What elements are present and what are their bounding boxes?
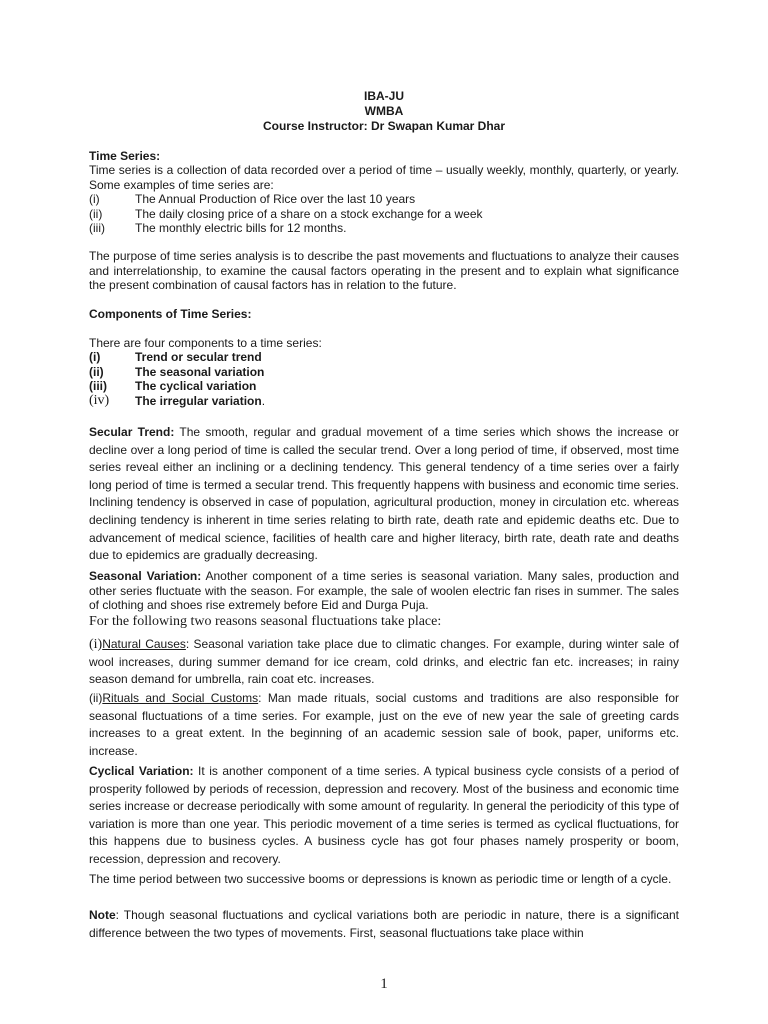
rituals-paragraph [89, 690, 679, 760]
components-list [89, 350, 679, 408]
list-item-number: (iv) [89, 392, 110, 408]
list-item-number: (i) [89, 350, 101, 364]
seasonal-variation-paragraph [89, 569, 679, 613]
components-heading: Components of Time Series: [89, 307, 252, 321]
list-item [89, 207, 679, 222]
list-item-number: (iii) [89, 221, 105, 236]
seasonal-reasons-heading: For the following two reasons seasonal fluctuations take place: [89, 614, 442, 629]
natural-causes-number: (i) [89, 637, 103, 652]
cyclical-variation-text: It is another component of a time series. A typical business cycle consists of a period of prosperity followed by periods of recession, depression and recovery. Most of the business and economic time series increase or decrease periodically with some amount of regularity. In general the periodicity of this type of variation is more than one year. This periodic movement of a time series is termed as cyclical fluctuations, for this happens due to business cycles. A business cycle has got four phases namely prosperity or boom, recession, depression and recovery. [89, 764, 679, 866]
list-item-text: The seasonal variation [135, 364, 265, 379]
header-institution: IBA-JU [363, 89, 404, 103]
secular-trend-paragraph [89, 424, 679, 565]
list-item-text: The monthly electric bills for 12 months. [135, 221, 347, 236]
list-item-text: Trend or secular trend [135, 350, 262, 364]
list-item [89, 365, 679, 380]
list-item-text: The cyclical variation [135, 379, 257, 394]
rituals-text: : Man made rituals, social customs and traditions are also responsible for seasonal fluctuations of a time series. For example, just on the eve of new year the sale of greeting cards increases to a great extent. In the beginning of an academic session sale of book, paper, uniforms etc. increase. [89, 691, 680, 758]
note-paragraph [89, 907, 679, 942]
list-item-number: (iii) [89, 379, 107, 394]
natural-causes-label: Natural Causes [102, 637, 186, 651]
examples-list [89, 192, 679, 236]
time-series-heading: Time Series: [89, 149, 161, 163]
header-program: WMBA [364, 104, 404, 118]
list-item-number: (ii) [89, 206, 103, 221]
seasonal-variation-label: Seasonal Variation: [89, 569, 202, 583]
rituals-label: Rituals and Social Customs [102, 691, 259, 705]
header-instructor: Course Instructor: Dr Swapan Kumar Dhar [262, 119, 506, 133]
list-item-text [135, 394, 679, 409]
natural-causes-text: : Seasonal variation take place due to climatic changes. For example, during winter sale of wool increases, during summer demand for ice cream, cold drinks, and electric fan etc. increases; in rainy season demand for umbrella, rain coat etc. increases. [89, 637, 679, 687]
list-item [89, 192, 679, 207]
list-item [89, 379, 679, 394]
list-item [89, 350, 679, 365]
list-item-text: The Annual Production of Rice over the last 10 years [135, 192, 416, 206]
list-item-text: The daily closing price of a share on a stock exchange for a week [135, 206, 483, 221]
secular-trend-text: The smooth, regular and gradual movement of a time series which shows the increase or decline over a long period of time is called the secular trend. Over a long period of time, if observed, most time series reveal either an inclining or a declining tendency. This general tendency of a time series over a fairly long period of time is termed a secular trend. This frequently happens with business and economic time series. Inclining tendency is observed in case of population, agricultural production, money in circulation etc. whereas declining tendency is inherent in time series relating to birth rate, death rate and epidemic deaths etc. Due to advancement of medical science, facilities of health care and higher literacy, birth rate, death rate and deaths due to epidemics are gradually decreasing. [89, 425, 679, 563]
page-number: 1 [380, 976, 388, 992]
cyclical-variation-paragraph [89, 763, 679, 869]
list-item [89, 221, 679, 236]
natural-causes-paragraph [89, 636, 679, 689]
note-text: : Though seasonal fluctuations and cyclical variations both are periodic in nature, there is a significant difference between the two types of movements. First, seasonal fluctuations take place within [89, 908, 679, 940]
cyclical-variation-label: Cyclical Variation: [89, 764, 194, 778]
time-series-intro: Time series is a collection of data recorded over a period of time – usually weekly, monthly, quarterly, or yearly. Some examples of time series are: [89, 163, 679, 192]
list-item-number: (ii) [89, 364, 104, 379]
rituals-number: (ii) [89, 691, 103, 705]
list-item-label: The irregular variation [135, 393, 262, 408]
list-item-number: (i) [89, 192, 100, 206]
components-intro: There are four components to a time series: [89, 336, 322, 350]
list-item-suffix: . [261, 393, 266, 408]
purpose-paragraph: The purpose of time series analysis is to describe the past movements and fluctuations to analyze their causes and interrelationship, to examine the causal factors operating in the present and to explain what significance the present combination of causal factors has in relation to the future. [89, 249, 679, 293]
note-label: Note [89, 908, 116, 922]
list-item [89, 394, 679, 409]
secular-trend-label: Secular Trend: [89, 425, 175, 439]
seasonal-variation-text: Another component of a time series is seasonal variation. Many sales, production and other series fluctuate with the season. For example, the sale of woolen electric fan rises in summer. The sales of clothing and shoes rise extremely before Eid and Durga Puja. [89, 569, 679, 613]
periodic-time-paragraph: The time period between two successive booms or depressions is known as periodic time or length of a cycle. [89, 872, 672, 886]
